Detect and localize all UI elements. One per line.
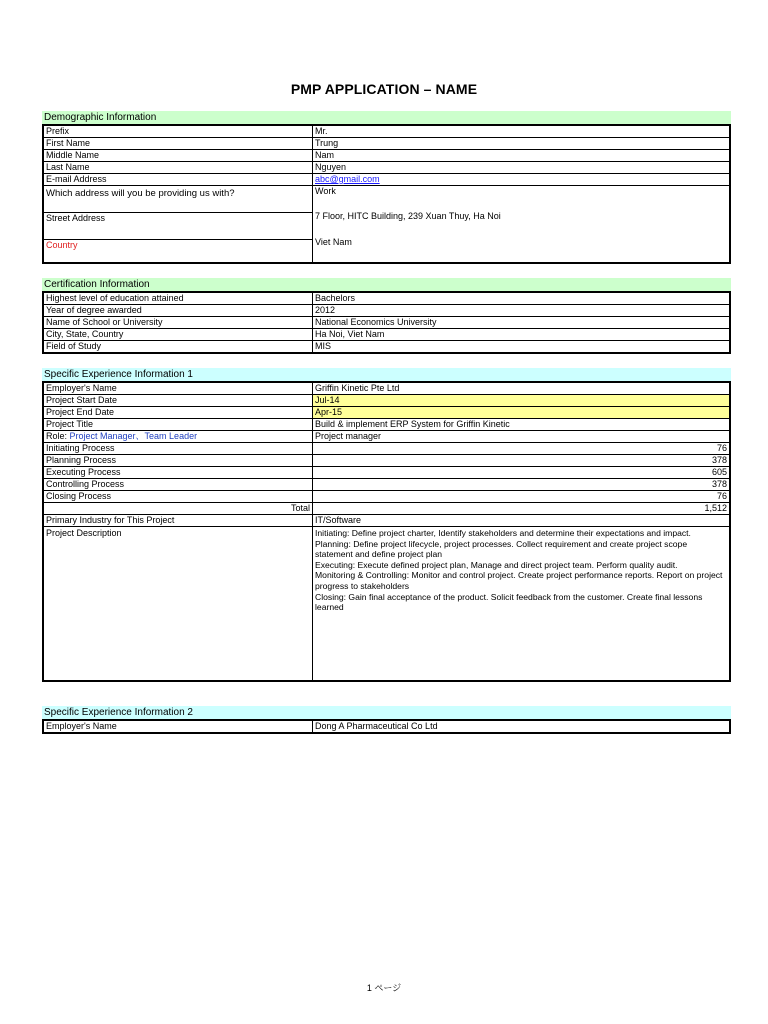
field-label: Field of Study (43, 341, 313, 354)
table-row (43, 292, 730, 305)
start-date-value: Jul-14 (313, 395, 731, 407)
demographic-table (42, 124, 731, 264)
table-row (43, 305, 730, 317)
employer2-label: Employer's Name (43, 720, 313, 733)
street-value: 7 Floor, HITC Building, 239 Xuan Thuy, Ha Noi (315, 211, 501, 221)
initiating-value: 76 (313, 443, 731, 455)
prefix-value: Mr. (313, 125, 731, 138)
table-row (43, 407, 730, 419)
page-title: PMP APPLICATION – NAME (290, 81, 478, 97)
description-line-planning: Planning: Define project lifecycle, project processes. Collect requirement and create project scope statement and define project plan (315, 538, 688, 560)
education-value: Bachelors (313, 292, 731, 305)
table-row (43, 431, 730, 443)
executing-value: 605 (313, 467, 731, 479)
experience1-table (42, 381, 731, 682)
school-value: National Economics University (313, 317, 731, 329)
table-row (43, 341, 730, 354)
certification-section (42, 278, 731, 354)
role-options: Project Manager、Team Leader (69, 431, 198, 441)
experience2-table (42, 719, 731, 734)
end-date-value: Apr-15 (313, 407, 731, 419)
degree-year-value: 2012 (313, 305, 731, 317)
end-date-label: Project End Date (43, 407, 313, 419)
project-title-value: Build & implement ERP System for Griffin Kinetic (313, 419, 731, 431)
total-value: 1,512 (313, 503, 731, 515)
demographic-section (42, 111, 731, 264)
country-label: Country (43, 240, 313, 264)
table-row (43, 150, 730, 162)
controlling-label: Controlling Process (43, 479, 313, 491)
city-label: City, State, Country (43, 329, 313, 341)
role-value: Project manager (313, 431, 731, 443)
description-value (313, 527, 731, 682)
address-block (313, 186, 731, 264)
description-label: Project Description (43, 527, 313, 682)
planning-label: Planning Process (43, 455, 313, 467)
table-row (43, 186, 730, 213)
industry-value: IT/Software (313, 515, 731, 527)
table-row (43, 720, 730, 733)
experience2-heading: Specific Experience Information 2 (42, 706, 731, 719)
initiating-label: Initiating Process (43, 443, 313, 455)
employer-label: Employer's Name (43, 382, 313, 395)
education-label: Highest level of education attained (43, 292, 313, 305)
project-title-label: Project Title (43, 419, 313, 431)
table-row (43, 174, 730, 186)
table-row (43, 527, 730, 682)
start-date-label: Project Start Date (43, 395, 313, 407)
last-name-label: Last Name (43, 162, 313, 174)
city-value: Ha Noi, Viet Nam (313, 329, 731, 341)
experience1-section (42, 368, 731, 682)
table-row (43, 395, 730, 407)
role-label-cell (43, 431, 313, 443)
table-row (43, 125, 730, 138)
table-row (43, 479, 730, 491)
email-link[interactable]: abc@gmail.com (315, 174, 380, 184)
certification-heading: Certification Information (42, 278, 731, 291)
role-label: Role: (46, 431, 70, 441)
middle-name-value: Nam (313, 150, 731, 162)
table-row (43, 443, 730, 455)
employer2-value: Dong A Pharmaceutical Co Ltd (313, 720, 731, 733)
degree-year-label: Year of degree awarded (43, 305, 313, 317)
table-row (43, 329, 730, 341)
employer-value: Griffin Kinetic Pte Ltd (313, 382, 731, 395)
description-line-initiating: Initiating: Define project charter, Identify stakeholders and determine their expectations and impact. (315, 528, 691, 538)
street-label: Street Address (43, 213, 313, 240)
prefix-label: Prefix (43, 125, 313, 138)
first-name-value: Trung (313, 138, 731, 150)
last-name-value: Nguyen (313, 162, 731, 174)
table-row (43, 382, 730, 395)
planning-value: 378 (313, 455, 731, 467)
description-line-monitoring: Monitoring & Controlling: Monitor and control project. Create project performance reports. Report on project progress to stakeholders (315, 570, 723, 591)
closing-label: Closing Process (43, 491, 313, 503)
executing-label: Executing Process (43, 467, 313, 479)
demographic-heading: Demographic Information (42, 111, 731, 124)
table-row (43, 503, 730, 515)
table-row (43, 515, 730, 527)
experience1-heading: Specific Experience Information 1 (42, 368, 731, 381)
closing-value: 76 (313, 491, 731, 503)
country-value: Viet Nam (315, 237, 352, 247)
first-name-label: First Name (43, 138, 313, 150)
description-line-executing: Executing: Execute defined project plan, Manage and direct project team. Perform quality audit. (315, 559, 678, 570)
email-label: E-mail Address (43, 174, 313, 186)
table-row (43, 455, 730, 467)
table-row (43, 491, 730, 503)
address-question: Which address will you be providing us with? (43, 186, 313, 213)
controlling-value: 378 (313, 479, 731, 491)
field-value: MIS (313, 341, 731, 354)
table-row (43, 162, 730, 174)
industry-label: Primary Industry for This Project (43, 515, 313, 527)
table-row (43, 138, 730, 150)
school-label: Name of School or University (43, 317, 313, 329)
total-label: Total (43, 503, 313, 515)
description-line-closing: Closing: Gain final acceptance of the product. Solicit feedback from the customer. Create final lessons learned (315, 591, 703, 613)
experience2-section (42, 706, 731, 734)
table-row (43, 467, 730, 479)
table-row (43, 317, 730, 329)
middle-name-label: Middle Name (43, 150, 313, 162)
address-type-value: Work (315, 186, 336, 196)
page-number: 1 ページ (366, 983, 402, 993)
table-row (43, 419, 730, 431)
email-value[interactable] (313, 174, 731, 186)
certification-table (42, 291, 731, 354)
